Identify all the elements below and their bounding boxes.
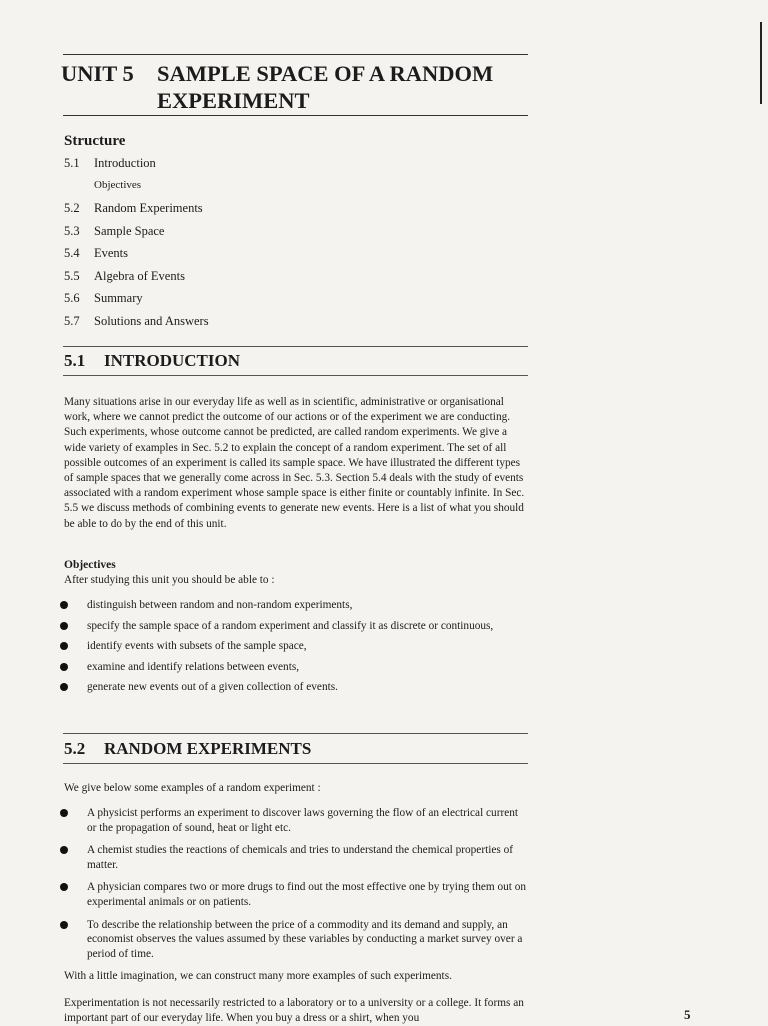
- unit-number: UNIT 5: [61, 61, 134, 86]
- objectives-heading: Objectives: [64, 559, 116, 571]
- list-item: To describe the relationship between the price of a commodity and its demand and supply, an economist observes the values assumed by these variables by conducting a market survey over a period of time.: [58, 918, 528, 962]
- list-item: examine and identify relations between events,: [58, 660, 528, 675]
- bullet-icon: [60, 683, 68, 691]
- examples-intro: We give below some examples of a random experiment :: [64, 782, 321, 794]
- toc-item: 5.4 Events: [64, 246, 129, 260]
- bullet-icon: [60, 846, 68, 854]
- toc-item: 5.3 Sample Space: [64, 223, 165, 238]
- section-5-2-bottom-rule: [63, 763, 528, 764]
- introduction-paragraph: Many situations arise in our everyday life as well as in scientific, administrative or organisational work, where we cannot predict the outcome of our actions or of the experiment we are conducting. Such experiments, whose outcome cannot be predicted, are called random experiments. We give a wide variety of examples in Sec. 5.2 to explain the concept of a random experiment. The set of all possible outcomes of an experiment is called its sample space. We have illustrated the different types of sample spaces that we generally come across in Sec. 5.3. Section 5.4 deals with the study of events associated with a random experiment whose sample space is either finite or countably infinite. In Sec. 5.5 we discuss methods of combining events to generate new events. Here is a list of what you should be able to do by the end of this unit.: [64, 396, 525, 530]
- experimentation-paragraph: Experimentation is not necessarily restricted to a laboratory or to a university or a college. It forms an important part of our everyday life. When you buy a dress or a shirt, when you: [64, 997, 524, 1025]
- section-5-1-heading: 5.1 INTRODUCTION: [64, 351, 241, 370]
- list-item: A physicist performs an experiment to discover laws governing the flow of an electrical current or the propagation of sound, heat or light etc.: [58, 806, 528, 835]
- bullet-icon: [60, 622, 68, 630]
- unit-title-line1: SAMPLE SPACE OF A RANDOM: [157, 61, 494, 86]
- objectives-intro: After studying this unit you should be able to :: [64, 574, 275, 586]
- title-bottom-rule: [63, 115, 528, 116]
- bullet-icon: [60, 642, 68, 650]
- list-item: specify the sample space of a random experiment and classify it as discrete or continuous,: [58, 619, 528, 634]
- bullet-icon: [60, 809, 68, 817]
- bullet-icon: [60, 921, 68, 929]
- title-top-rule: [63, 54, 528, 55]
- list-item: A physician compares two or more drugs to find out the most effective one by trying them out on experimental animals or on patients.: [58, 880, 528, 909]
- page-number: 5: [684, 1007, 691, 1022]
- toc-item: 5.2 Random Experiments: [64, 201, 203, 215]
- toc-item: Objectives: [94, 178, 142, 191]
- bullet-icon: [60, 663, 68, 671]
- examples-list: [58, 806, 528, 961]
- list-item: generate new events out of a given collection of events.: [58, 680, 528, 695]
- toc-item: 5.1 Introduction: [64, 156, 156, 170]
- section-5-2-heading: 5.2 RANDOM EXPERIMENTS: [64, 739, 312, 758]
- scan-edge-mark: [760, 22, 762, 104]
- list-item: A chemist studies the reactions of chemicals and tries to understand the chemical properties of matter.: [58, 843, 528, 872]
- examples-closing: With a little imagination, we can construct many more examples of such experiments.: [64, 970, 452, 982]
- toc-item: 5.5 Algebra of Events: [64, 268, 185, 283]
- section-5-1-bottom-rule: [63, 375, 528, 376]
- bullet-icon: [60, 601, 68, 609]
- unit-title-line2: EXPERIMENT: [157, 88, 310, 113]
- structure-heading: Structure: [64, 133, 126, 149]
- unit-title: [61, 60, 493, 114]
- section-5-2-top-rule: [63, 733, 528, 734]
- bullet-icon: [60, 883, 68, 891]
- toc-item: 5.7 Solutions and Answers: [64, 313, 209, 328]
- list-item: distinguish between random and non-random experiments,: [58, 598, 528, 613]
- section-5-1-top-rule: [63, 346, 528, 347]
- structure-list: [64, 156, 209, 336]
- list-item: identify events with subsets of the sample space,: [58, 639, 528, 654]
- objectives-list: [58, 598, 528, 695]
- toc-item: 5.6 Summary: [64, 291, 143, 305]
